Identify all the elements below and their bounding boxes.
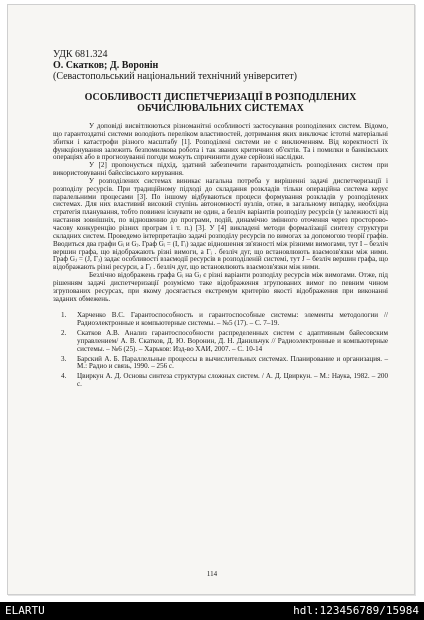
authors: О. Скатков; Д. Воронін — [53, 60, 159, 71]
reference-text: Барский А. Б. Параллельные процессы в вычислительных системах. Планирование и организация. – М.: Радио и связь, 1990. – 256 с. — [77, 354, 388, 371]
reference-list — [53, 312, 388, 389]
reference-text: Скатков А.В. Анализ гарантоспособности распределенных систем с адаптивным байесовским управлением/ А. В. Скатков, Д. Ю. Воронин, Д. Н. Данильчук // Радиоэлектронные и компьютерные системы. – №6 (25). – Харьков: Изд-во ХАИ, 2007. – С. 10-14 — [77, 329, 388, 353]
reference-item — [53, 312, 388, 328]
body-paragraph: У розподілених системах виникає нагальна потреба у вирішенні задачі диспетчеризації і розподілу ресурсів. При традиційному підході до складання розкладів тільки операційна система керує паралельними процесами [3]. По іншому відбуваються процеси формування розкладів у розподілених системах. Для них властивий високий ступінь автономності вузлів, отже, в загальному випадку, необхідна стратегія планування, тобто повинен існувати не один, а безліч варіантів розподілу ресурсів (у залежності від настання зовнішніх, по відношенню до програми, подій, динамічно змінного оточення через просторово-часову конкуренцію різних програм і т. п.) [3]. У [4] викладені методи формалізації синтезу структури складних систем. Проведемо інтерпретацію задачі розподілу ресурсів по вимогах за допомогою теорії графів. Вводиться два графи Gᵢ и Gⱼ. Граф Gᵢ = (I, Гᵢ) задає відношення зв'язності між різними вимогами, тут I – безліч вершин графа, що відображають різні вимоги, а Гᵢ . безліч дуг, що встановлюють взаємозв'язки між ними. Граф Gⱼ = (J, Гⱼ) задає особливості взаємодії ресурсів в розподіленій системі, тут J – безліч вершин графа, що відображають різні ресурси, а Гⱼ . безліч дуг, що встановлюють взаємозв'язки між ними. — [53, 176, 388, 272]
page-content — [53, 49, 388, 396]
page-number: 114 — [206, 570, 218, 578]
reference-text: Харченко В.С. Гарантоспособность и гарантоспособные системы: элементы методологии // Радиоэлектронные и компьютерные системы. – №5 (17). – С. 7–19. — [77, 311, 388, 328]
reference-number: 2. — [61, 329, 67, 338]
reference-item — [53, 373, 388, 389]
document-page — [7, 4, 415, 595]
handle-identifier: hdl:123456789/15984 — [293, 604, 419, 617]
reference-item — [53, 330, 388, 354]
reference-number: 1. — [61, 311, 67, 320]
affiliation: (Севастопольський національний технічний університет) — [53, 71, 297, 82]
reference-number: 4. — [61, 372, 67, 381]
reference-number: 3. — [61, 354, 67, 363]
reference-item — [53, 356, 388, 372]
status-bar — [0, 602, 424, 620]
paper-title: ОСОБЛИВОСТІ ДИСПЕТЧЕРИЗАЦІЇ В РОЗПОДІЛЕНИХ ОБЧИСЛЮВАЛЬНИХ СИСТЕМАХ — [84, 92, 357, 114]
udc-code: УДК 681.324 — [53, 49, 108, 60]
reference-text: Цвиркун А. Д. Основы синтеза структуры сложных систем. / А. Д. Цвиркун. – М.: Наука, 1982. – 200 с. — [77, 372, 388, 389]
body-paragraph: У доповіді висвітлюються різноманітні особливості застосування розподілених систем. Відомо, що гарантоздатні системи володіють переліком властивостей, дотримання яких виключає істотні матеріальні збитки і катастрофи різного масштабу [1]. Розподілені системи не є виключенням. Від коректності їх функціонування залежить безпомилкова робота і так званих критичних об'єктів. Та і помилки в банківських операціях або в прогнозуванні погоди можуть спричинити дуже серйозні наслідки. — [53, 122, 388, 162]
body-paragraph: Безлічно відображень графа Gᵢ на Gⱼ є різні варіанти розподілу ресурсів між вимогами. Отже, під рішенням задачі диспетчеризації розуміємо таке відображення згрупованих вимог по певним чином згрупованих ресурсах, при якому досягається екстремум критерію якості відображення при виконанні заданих обмежень. — [53, 271, 388, 303]
paper-body — [53, 123, 388, 303]
repository-name: ELARTU — [5, 604, 45, 617]
body-paragraph: У [2] пропонується підхід, здатний забезпечити гарантоздатність розподілених систем при використовуванні байєсівського керування. — [53, 161, 388, 178]
